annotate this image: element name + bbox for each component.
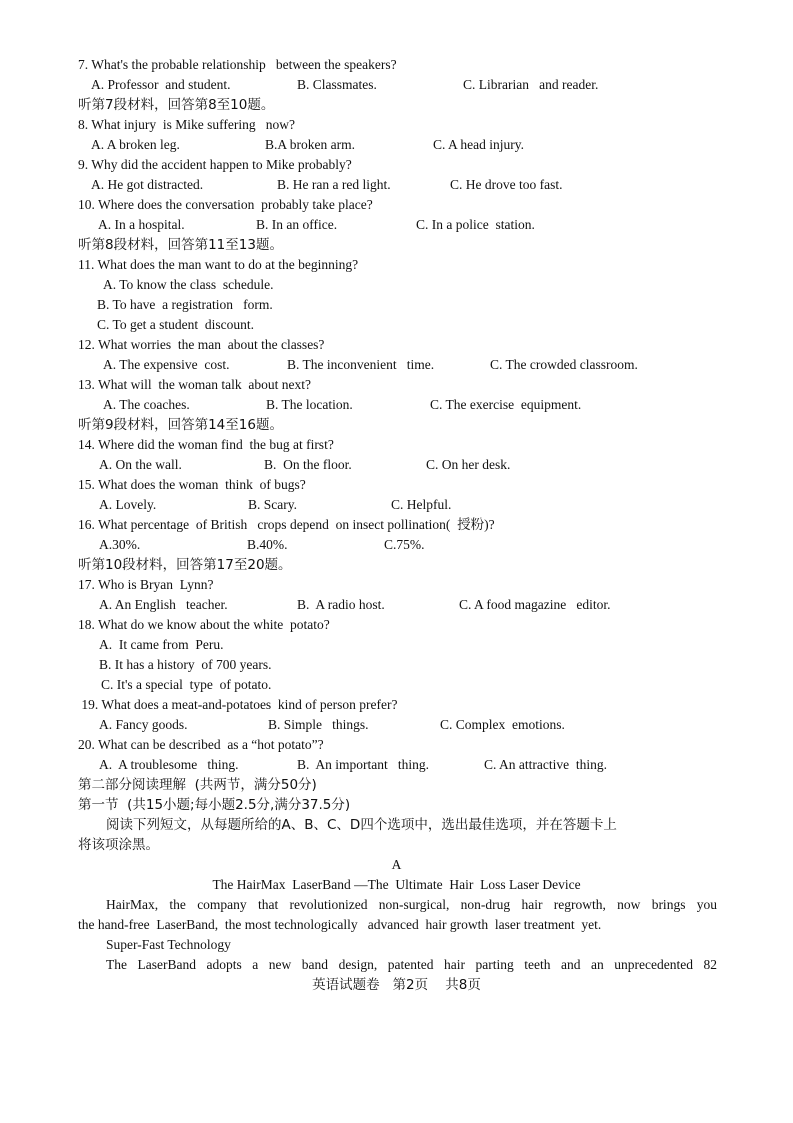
instruction-line-1: 阅读下列短文，从每题所给的A、B、C、D四个选项中，选出最佳选项，并在答题卡上 — [106, 817, 617, 833]
option-11b: B. To have a registration form. — [97, 297, 273, 312]
question-17: 17. Who is Bryan Lynn? — [78, 577, 214, 592]
passage-title: The HairMax LaserBand —The Ultimate Hair Loss Laser Device — [212, 877, 581, 892]
question-11: 11. What does the man want to do at the beginning? — [78, 257, 359, 272]
option-9a: A. He got distracted. — [91, 177, 204, 192]
option-15c: C. Helpful. — [391, 497, 452, 512]
option-15b: B. Scary. — [248, 497, 297, 512]
option-13b: B. The location. — [266, 397, 353, 412]
option-14c: C. On her desk. — [426, 457, 511, 472]
question-12: 12. What worries the man about the classes? — [78, 337, 325, 352]
option-12c: C. The crowded classroom. — [490, 357, 638, 372]
option-18b: B. It has a history of 700 years. — [99, 657, 272, 672]
question-14: 14. Where did the woman find the bug at first? — [78, 437, 334, 452]
option-8b: B.A broken arm. — [265, 137, 355, 152]
question-10: 10. Where does the conversation probably take place? — [78, 197, 373, 212]
option-18c: C. It's a special type of potato. — [101, 677, 272, 692]
option-20b: B. An important thing. — [297, 757, 430, 772]
option-14b: B. On the floor. — [264, 457, 352, 472]
option-13a: A. The coaches. — [103, 397, 190, 412]
part2-title: 第二部分阅读理解 (共两节，满分50分) — [78, 777, 317, 793]
question-15: 15. What does the woman think of bugs? — [78, 477, 306, 492]
option-16b: B.40%. — [247, 537, 288, 552]
section-heading-8: 听第8段材料，回答第11至13题。 — [78, 237, 283, 253]
question-20: 20. What can be described as a “hot potato”? — [78, 737, 324, 752]
option-19b: B. Simple things. — [268, 717, 369, 732]
page-footer: 英语试题卷 第2页 共8页 — [312, 977, 481, 993]
section-heading-10: 听第10段材料，回答第17至20题。 — [78, 557, 292, 573]
option-10c: C. In a police station. — [416, 217, 535, 232]
option-17b: B. A radio host. — [297, 597, 385, 612]
question-19: 19. What does a meat-and-potatoes kind of person prefer? — [78, 697, 398, 712]
paragraph-1-line-2: the hand-free LaserBand, the most technologically advanced hair growth laser treatment yet. — [78, 917, 602, 932]
option-9b: B. He ran a red light. — [277, 177, 391, 192]
option-8c: C. A head injury. — [433, 137, 524, 152]
question-8: 8. What injury is Mike suffering now? — [78, 117, 295, 132]
option-11c: C. To get a student discount. — [97, 317, 255, 332]
option-16a: A.30%. — [99, 537, 141, 552]
passage-letter: A — [391, 857, 402, 872]
option-19a: A. Fancy goods. — [99, 717, 188, 732]
option-9c: C. He drove too fast. — [450, 177, 563, 192]
option-12b: B. The inconvenient time. — [287, 357, 435, 372]
option-20a: A. A troublesome thing. — [99, 757, 239, 772]
option-10b: B. In an office. — [256, 217, 338, 232]
section1-title: 第一节 (共15小题;每小题2.5分,满分37.5分) — [78, 797, 351, 813]
option-16c: C.75%. — [384, 537, 425, 552]
question-16: 16. What percentage of British crops depend on insect pollination( 授粉)? — [78, 517, 495, 532]
option-7c: C. Librarian and reader. — [463, 77, 599, 92]
option-11a: A. To know the class schedule. — [103, 277, 274, 292]
option-20c: C. An attractive thing. — [484, 757, 607, 772]
question-18: 18. What do we know about the white potato? — [78, 617, 330, 632]
section-heading-7: 听第7段材料，回答第8至10题。 — [78, 97, 275, 113]
subheading: Super-Fast Technology — [106, 937, 231, 952]
option-18a: A. It came from Peru. — [99, 637, 224, 652]
question-9: 9. Why did the accident happen to Mike probably? — [78, 157, 352, 172]
option-10a: A. In a hospital. — [98, 217, 185, 232]
option-7b: B. Classmates. — [297, 77, 377, 92]
option-14a: A. On the wall. — [99, 457, 182, 472]
option-8a: A. A broken leg. — [91, 137, 180, 152]
option-12a: A. The expensive cost. — [103, 357, 230, 372]
option-7a: A. Professor and student. — [91, 77, 231, 92]
option-13c: C. The exercise equipment. — [430, 397, 582, 412]
paragraph-2-line-1: The LaserBand adopts a new band design, patented hair parting teeth and an unprecedented 82 — [106, 957, 717, 972]
option-17c: C. A food magazine editor. — [459, 597, 611, 612]
paragraph-1-line-1: HairMax, the company that revolutionized non-surgical, non-drug hair regrowth, now brings you — [106, 897, 717, 912]
question-7: 7. What's the probable relationship between the speakers? — [78, 57, 397, 72]
section-heading-9: 听第9段材料，回答第14至16题。 — [78, 417, 283, 433]
instruction-line-2: 将该项涂黑。 — [78, 837, 159, 853]
question-13: 13. What will the woman talk about next? — [78, 377, 311, 392]
option-17a: A. An English teacher. — [99, 597, 228, 612]
option-15a: A. Lovely. — [99, 497, 157, 512]
option-19c: C. Complex emotions. — [440, 717, 565, 732]
